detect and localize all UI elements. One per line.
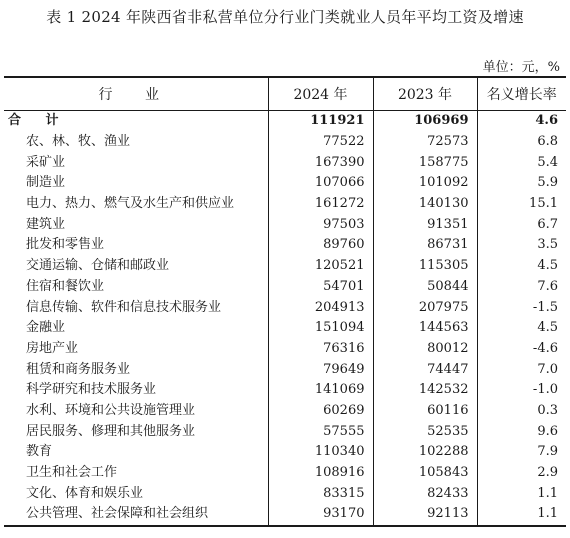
growth-cell: 1.1	[477, 504, 566, 526]
table-row	[4, 173, 566, 194]
wage-2024-cell: 110340	[268, 442, 373, 463]
growth-cell: 15.1	[477, 194, 566, 215]
wage-table	[4, 76, 566, 527]
industry-cell: 采矿业	[26, 154, 66, 170]
table-row	[4, 318, 566, 339]
growth-cell: -4.6	[477, 339, 566, 360]
industry-cell: 住宿和餐饮业	[26, 278, 105, 294]
industry-cell: 电力、热力、燃气及水生产和供应业	[26, 196, 235, 212]
wage-2023-cell: 82433	[373, 483, 477, 504]
wage-2023-cell: 207975	[373, 297, 477, 318]
header-2024: 2024 年	[268, 77, 373, 111]
wage-2024-cell: 79649	[268, 359, 373, 380]
wage-2023-cell: 86731	[373, 235, 477, 256]
growth-cell: 3.5	[477, 235, 566, 256]
industry-cell: 教育	[26, 444, 53, 460]
wage-2024-cell: 89760	[268, 235, 373, 256]
table-row	[4, 421, 566, 442]
wage-2023-cell: 106969	[373, 111, 477, 132]
table-row	[4, 256, 566, 277]
wage-2024-cell: 93170	[268, 504, 373, 526]
table-title: 表 1 2024 年陕西省非私营单位分行业门类就业人员年平均工资及增速	[46, 8, 524, 26]
table-row	[4, 504, 566, 526]
table-row	[4, 152, 566, 173]
wage-2023-cell: 102288	[373, 442, 477, 463]
growth-cell: -1.0	[477, 380, 566, 401]
wage-2024-cell: 60269	[268, 401, 373, 422]
wage-2024-cell: 97503	[268, 214, 373, 235]
table-row	[4, 339, 566, 360]
industry-cell: 房地产业	[26, 340, 79, 356]
wage-2023-cell: 158775	[373, 152, 477, 173]
table-row	[4, 401, 566, 422]
wage-2024-cell: 151094	[268, 318, 373, 339]
industry-cell: 水利、环境和公共设施管理业	[26, 402, 196, 418]
industry-cell: 建筑业	[26, 216, 66, 232]
industry-cell: 农、林、牧、渔业	[26, 134, 131, 150]
growth-cell: 6.7	[477, 214, 566, 235]
industry-cell: 租赁和商务服务业	[26, 361, 131, 377]
table-row	[4, 359, 566, 380]
industry-cell: 交通运输、仓储和邮政业	[26, 258, 170, 274]
growth-cell: 7.6	[477, 277, 566, 298]
wage-2023-cell: 52535	[373, 421, 477, 442]
growth-cell: 0.3	[477, 401, 566, 422]
growth-cell: 7.0	[477, 359, 566, 380]
growth-cell: 4.5	[477, 256, 566, 277]
table-row	[4, 214, 566, 235]
total-row	[4, 111, 566, 132]
wage-2023-cell: 101092	[373, 173, 477, 194]
wage-2024-cell: 120521	[268, 256, 373, 277]
header-industry: 行 业	[4, 77, 268, 111]
growth-cell: 5.9	[477, 173, 566, 194]
wage-2023-cell: 144563	[373, 318, 477, 339]
table-row	[4, 132, 566, 153]
wage-2023-cell: 60116	[373, 401, 477, 422]
wage-2024-cell: 76316	[268, 339, 373, 360]
wage-2023-cell: 142532	[373, 380, 477, 401]
growth-cell: 2.9	[477, 463, 566, 484]
wage-2023-cell: 72573	[373, 132, 477, 153]
unit-note: 单位：元，%	[482, 60, 560, 75]
industry-cell: 文化、体育和娱乐业	[26, 485, 144, 501]
industry-cell: 合 计	[8, 113, 69, 129]
wage-2023-cell: 74447	[373, 359, 477, 380]
table-row	[4, 463, 566, 484]
table-body	[4, 111, 566, 526]
industry-cell: 金融业	[26, 320, 66, 336]
industry-cell: 信息传输、软件和信息技术服务业	[26, 299, 222, 315]
table-row	[4, 442, 566, 463]
industry-cell: 居民服务、修理和其他服务业	[26, 423, 196, 439]
wage-2024-cell: 141069	[268, 380, 373, 401]
growth-cell: -1.5	[477, 297, 566, 318]
growth-cell: 6.8	[477, 132, 566, 153]
table-row	[4, 483, 566, 504]
table-row	[4, 277, 566, 298]
wage-2024-cell: 54701	[268, 277, 373, 298]
growth-cell: 9.6	[477, 421, 566, 442]
industry-cell: 制造业	[26, 175, 66, 191]
wage-2024-cell: 57555	[268, 421, 373, 442]
growth-cell: 4.6	[477, 111, 566, 132]
wage-2024-cell: 111921	[268, 111, 373, 132]
industry-cell: 公共管理、社会保障和社会组织	[4, 504, 268, 526]
wage-2024-cell: 107066	[268, 173, 373, 194]
growth-cell: 4.5	[477, 318, 566, 339]
wage-2024-cell: 167390	[268, 152, 373, 173]
table-row	[4, 380, 566, 401]
wage-2023-cell: 105843	[373, 463, 477, 484]
industry-cell: 科学研究和技术服务业	[26, 382, 157, 398]
table-row	[4, 297, 566, 318]
wage-2023-cell: 91351	[373, 214, 477, 235]
industry-cell: 批发和零售业	[26, 237, 105, 253]
wage-2024-cell: 83315	[268, 483, 373, 504]
industry-cell: 卫生和社会工作	[26, 465, 118, 481]
growth-cell: 1.1	[477, 483, 566, 504]
header-2023: 2023 年	[373, 77, 477, 111]
wage-2023-cell: 140130	[373, 194, 477, 215]
growth-cell: 7.9	[477, 442, 566, 463]
wage-2023-cell: 50844	[373, 277, 477, 298]
wage-2024-cell: 108916	[268, 463, 373, 484]
wage-2023-cell: 92113	[373, 504, 477, 526]
header-growth: 名义增长率	[477, 77, 566, 111]
wage-2023-cell: 80012	[373, 339, 477, 360]
header-row	[4, 77, 566, 111]
table-row	[4, 235, 566, 256]
wage-2023-cell: 115305	[373, 256, 477, 277]
wage-2024-cell: 77522	[268, 132, 373, 153]
growth-cell: 5.4	[477, 152, 566, 173]
table-row	[4, 194, 566, 215]
wage-2024-cell: 161272	[268, 194, 373, 215]
wage-2024-cell: 204913	[268, 297, 373, 318]
